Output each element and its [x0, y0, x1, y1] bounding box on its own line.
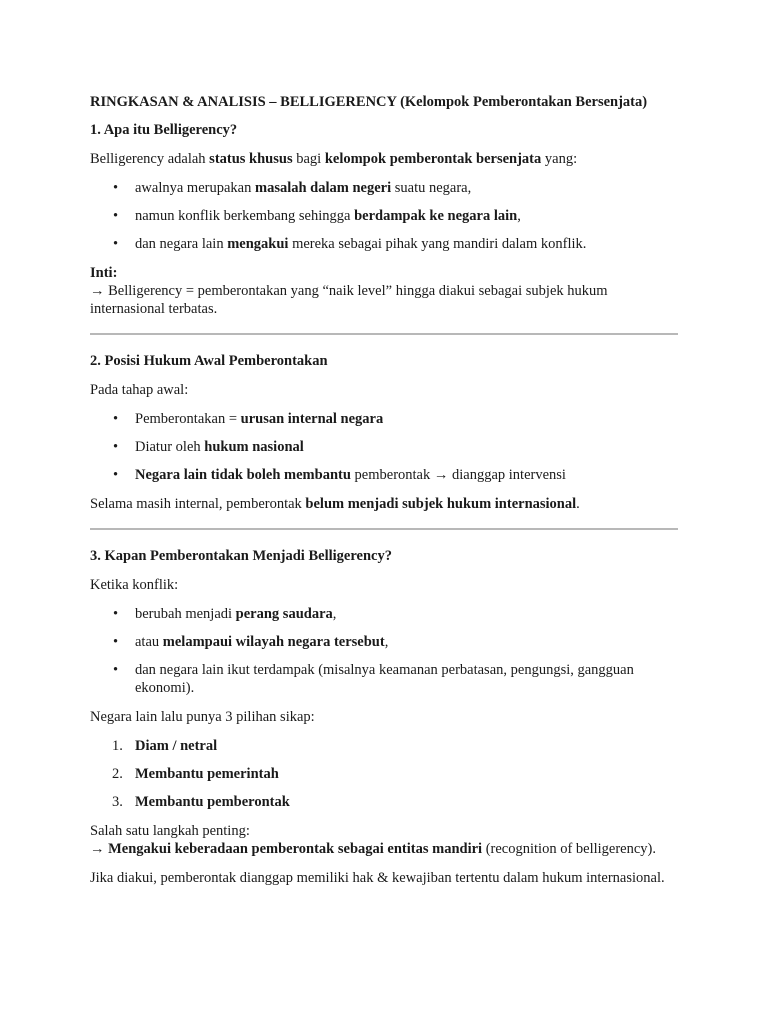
inti-label: Inti: [90, 265, 118, 281]
section-2-intro: Pada tahap awal: [90, 382, 189, 398]
options-intro: Negara lain lalu punya 3 pilihan sikap: [90, 709, 315, 725]
step-text: → Mengakui keberadaan pemberontak sebagai entitas mandiri (recognition of belligerency). [90, 841, 657, 857]
options-list [90, 737, 680, 811]
section-2-bullets [90, 410, 680, 484]
document-title: RINGKASAN & ANALISIS – BELLIGERENCY (Kelompok Pemberontakan Bersenjata) [90, 94, 648, 110]
section-divider [90, 333, 678, 335]
step-label: Salah satu langkah penting: [90, 823, 250, 839]
list-item: • dan negara lain ikut terdampak (misalnya keamanan perbatasan, pengungsi, gangguan ekonomi). [90, 661, 680, 697]
section-1-bullets [90, 179, 680, 253]
section-1-intro: Belligerency adalah status khusus bagi kelompok pemberontak bersenjata yang: [90, 151, 578, 167]
section-2-heading: 2. Posisi Hukum Awal Pemberontakan [90, 353, 328, 369]
list-item: 1. Diam / netral [112, 738, 218, 754]
section-2 [90, 352, 680, 513]
section-2-outro: Selama masih internal, pemberontak belum menjadi subjek hukum internasional. [90, 496, 580, 512]
document-body [90, 93, 680, 887]
list-item: 2. Membantu pemerintah [112, 766, 279, 782]
list-item: 3. Membantu pemberontak [112, 794, 290, 810]
list-item: • berubah menjadi perang saudara, [90, 605, 680, 623]
section-3-bullets [90, 605, 680, 697]
section-3-intro: Ketika konflik: [90, 577, 179, 593]
list-item: • Negara lain tidak boleh membantu pemberontak → dianggap intervensi [90, 466, 680, 484]
list-item: • namun konflik berkembang sehingga berdampak ke negara lain, [90, 207, 680, 225]
section-1-heading: 1. Apa itu Belligerency? [90, 122, 238, 138]
list-item: • awalnya merupakan masalah dalam negeri suatu negara, [90, 179, 680, 197]
list-item: • atau melampaui wilayah negara tersebut, [90, 633, 680, 651]
section-3 [90, 547, 680, 887]
list-item: • dan negara lain mengakui mereka sebagai pihak yang mandiri dalam konflik. [90, 235, 680, 253]
list-item: • Diatur oleh hukum nasional [90, 438, 680, 456]
section-1 [90, 121, 680, 318]
inti-text: → Belligerency = pemberontakan yang “naik level” hingga diakui sebagai subjek hukum internasional terbatas. [90, 283, 608, 317]
section-3-heading: 3. Kapan Pemberontakan Menjadi Belligerency? [90, 548, 392, 564]
section-divider [90, 528, 678, 530]
list-item: • Pemberontakan = urusan internal negara [90, 410, 680, 428]
closing-text: Jika diakui, pemberontak dianggap memiliki hak & kewajiban tertentu dalam hukum internasional. [90, 870, 665, 886]
